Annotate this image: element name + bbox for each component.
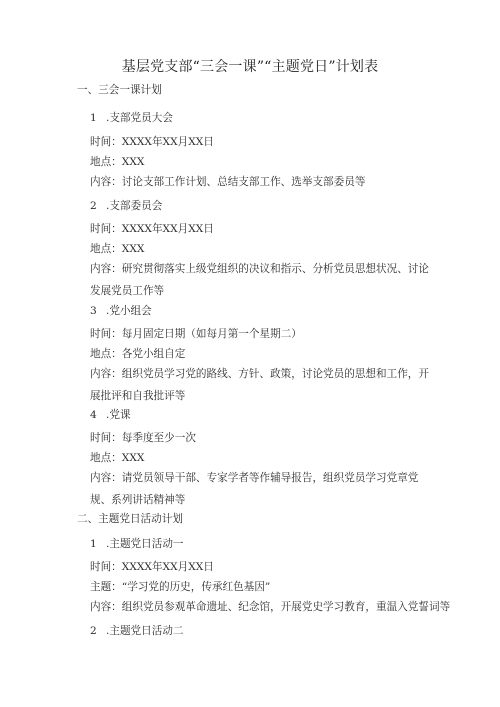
- item-line: 内容：请党员领导干部、专家学者等作辅导报告，组织党员学习党章党规、系列讲话精神等: [90, 472, 419, 506]
- item-heading: [90, 199, 162, 213]
- item-heading: [90, 537, 184, 551]
- item-line: 地点：各党小组自定: [90, 348, 186, 360]
- item-line: 内容：组织党员学习党的路线、方针、政策，讨论党员的思想和工作，开展批评和自我批评等: [90, 368, 429, 402]
- item-number: 1: [90, 538, 97, 550]
- item-line: 地点：XXX: [90, 156, 145, 168]
- item-line: 内容：研究贯彻落实上级党组织的决议和指示、分析党员思想状况、讨论发展党员工作等: [90, 263, 429, 297]
- section-heading: 一、三会一课计划: [77, 84, 162, 96]
- item-label: .党课: [106, 409, 131, 421]
- item-number: 2: [90, 200, 97, 212]
- item-heading: [90, 304, 152, 318]
- item-label: .支部党员大会: [106, 112, 173, 124]
- item-line: 时间：XXXX年XX月XX日: [90, 223, 214, 235]
- item-line: 时间：XXXX年XX月XX日: [90, 561, 214, 573]
- item-number: 3: [90, 305, 97, 317]
- item-line: 时间：每月固定日期（如每月第一个星期二）: [90, 328, 302, 340]
- item-line: 时间：每季度至少一次: [90, 432, 196, 444]
- item-line: 主题：“学习党的历史，传承红色基因”: [90, 581, 271, 593]
- item-number: 2: [90, 625, 97, 637]
- item-label: .支部委员会: [106, 200, 163, 212]
- item-line: 时间：XXXX年XX月XX日: [90, 136, 214, 148]
- item-line: 内容：讨论支部工作计划、总结支部工作、选举支部委员等: [90, 176, 366, 188]
- document-title: 基层党支部“三会一课”“主题党日”计划表: [121, 59, 379, 75]
- item-line: 地点：XXX: [90, 243, 145, 255]
- item-number: 4: [90, 409, 97, 421]
- item-line: 内容：组织党员参观革命遗址、纪念馆，开展党史学习教育，重温入党誓词等: [90, 601, 451, 613]
- item-label: .党小组会: [106, 305, 152, 317]
- item-heading: [90, 111, 173, 125]
- item-line: 地点：XXX: [90, 452, 145, 464]
- item-label: .主题党日活动二: [106, 625, 184, 637]
- section-heading: 二、主题党日活动计划: [77, 513, 183, 525]
- item-heading: [90, 624, 184, 638]
- item-heading: [90, 408, 131, 422]
- item-label: .主题党日活动一: [106, 538, 184, 550]
- item-number: 1: [90, 112, 97, 124]
